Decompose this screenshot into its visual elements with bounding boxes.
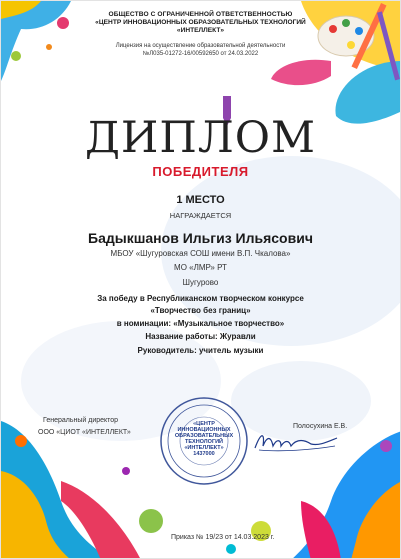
signatory-name: Полосухина Е.В. [293,423,348,430]
order-number: Приказ № 19/23 от 14.03.2023 г. [171,534,275,541]
awarded-label: НАГРАЖДАЕТСЯ [169,211,232,220]
license-line2: №Л035-01272-16/00592650 от 24.03.2022 [142,51,259,57]
stamp-line1: «ЦЕНТР [193,421,215,427]
org-name-line3: «ИНТЕЛЛЕКТ» [176,27,225,34]
stamp-line2: ИННОВАЦИОННЫХ [177,427,231,433]
place-label: 1 МЕСТО [176,194,225,206]
recipient-name: Бадыкшанов Ильгиз Ильясович [88,230,313,246]
director-title: Генеральный директор [43,417,119,424]
contest-line2: «Творчество без границ» [150,306,251,315]
district-name: МО «ЛМР» РТ [174,263,227,272]
official-stamp [159,396,249,486]
nomination: в номинации: «Музыкальное творчество» [116,319,285,328]
diploma-title: ДИПЛОМ [84,113,317,163]
village-name: Шугурово [182,278,219,287]
handwritten-signature [251,426,341,456]
school-name: МБОУ «Шугуровская СОШ имени В.П. Чкалова» [110,249,291,258]
work-title: Название работы: Журавли [145,332,256,341]
director-org: ООО «ЦИОТ «ИНТЕЛЛЕКТ» [38,429,131,436]
diploma-subtitle: ПОБЕДИТЕЛЯ [152,164,249,179]
license-line1: Лицензия на осуществление образовательной деятельности [115,43,286,49]
stamp-line4: ТЕХНОЛОГИЙ [185,439,223,445]
org-name-line2: «ЦЕНТР ИННОВАЦИОННЫХ ОБРАЗОВАТЕЛЬНЫХ ТЕХНОЛОГИЙ [95,19,306,26]
supervisor: Руководитель: учитель музыки [137,346,264,355]
stamp-line5: «ИНТЕЛЛЕКТ» [184,445,224,451]
stamp-line6: 1437000 [193,451,215,457]
stamp-line3: ОБРАЗОВАТЕЛЬНЫХ [174,433,234,439]
contest-line1: За победу в Республиканском творческом конкурсе [97,294,304,303]
org-name-line1: ОБЩЕСТВО С ОГРАНИЧЕННОЙ ОТВЕТСТВЕННОСТЬЮ [108,11,293,18]
